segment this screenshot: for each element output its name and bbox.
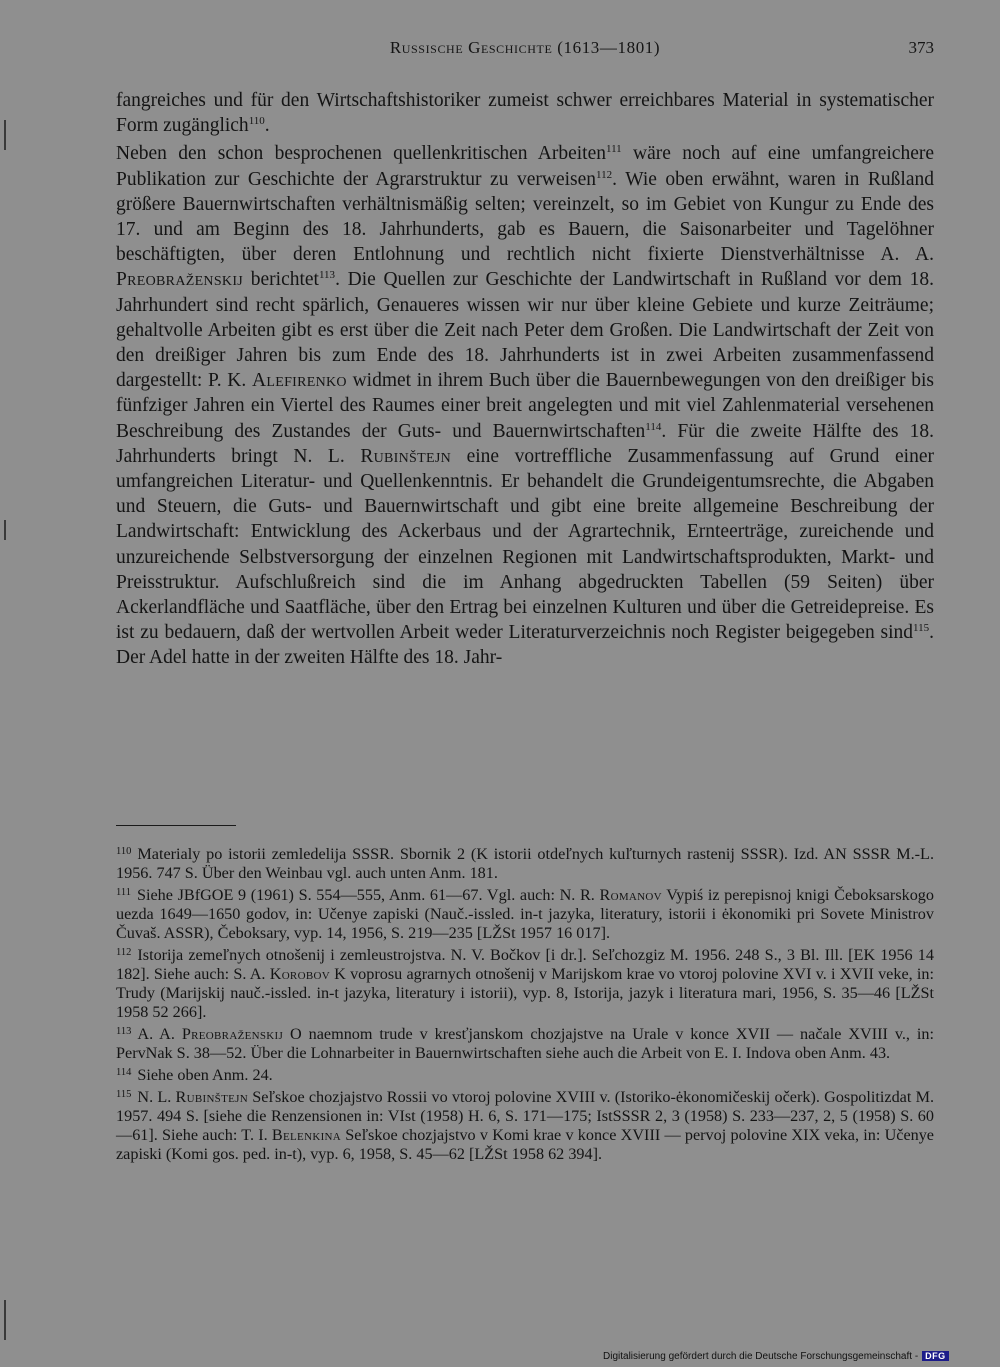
text-run: . Wie oben erwähnt, waren in Rußland größere Bauernwirtschaften verhältnismäßig selten; vereinzelt, so im Gebiet von Kungur zu Ende des 17. und am Beginn des 18. Jahrhunderts, gab es Bauern, die Saisonarbeiter und Tagelöhner beschäftigten, über deren Entlohnung und rechtlich nicht fixierte Dienstverhältnisse A. A. xyxy=(116,168,935,266)
page-header xyxy=(116,38,934,64)
author-name: Rubinštejn xyxy=(175,1088,248,1106)
digitization-note: Digitalisierung gefördert durch die Deutsche Forschungsgemeinschaft - xyxy=(603,1351,919,1362)
footnote-112 xyxy=(116,946,934,1022)
text-run: eine vortreffliche Zusammenfassung auf Grund einer umfangreichen Literatur- und Quellenkenntnis. Er behandelt die Grundeigentumsrechte, die Abgaben und Steuern, die Guts- und Bauernwirtschaft und gibt eine breite allgemeine Beschreibung der Landwirtschaft: Entwicklung des Ackerbaus und der Agrartechnik, Ernteerträge, zureichende und unzureichende Selbstversorgung der einzelnen Regionen mit Landwirtschaftsprodukten, Markt- und Preisstruktur. Aufschlußreich sind die im Anhang abgedruckten Tabellen (59 Seiten) über Ackerlandfläche und Saatfläche, über den Ertrag bei einzelnen Kulturen und über die Getreidepreise. Es ist zu bedauern, daß der wertvollen Arbeit weder Literaturverzeichnis noch Register beigegeben sind xyxy=(116,445,934,644)
footnote-text: Siehe JBfGOE 9 (1961) S. 554—555, Anm. 61—67. Vgl. auch: N. R. xyxy=(136,886,600,904)
footnote-text: O naemnom trude v kresťjanskom chozjajstve na Urale v konce XVII — načale XVIII v., in: PervNak S. 38—52. Über die Lohnarbeiter in Bauernwirtschaften siehe auch die Arbeit von E. I. Indova oben Anm. 43. xyxy=(116,1025,934,1062)
body-text xyxy=(116,88,934,671)
footnote-ref[interactable]: 114 xyxy=(645,420,662,433)
footnote-text: K voprosu agrarnych otnošenij v Marijskom krae vo vtoroj polovine XVI v. i XVII veke, in: Trudy (Marijskij nauč.-issled. in-t jazyka, literatury i istorii), vyp. 8, Istorija, jazyk i literatura mari, 1956, S. 35—46 [LŽSt 1958 52 266]. xyxy=(116,965,934,1021)
author-name: Preobraženskij xyxy=(116,269,244,291)
text-run: . Für die zweite Hälfte des 18. Jahrhunderts bringt N. L. xyxy=(116,420,934,467)
footnote-number: 111 xyxy=(116,887,131,898)
digitization-footer xyxy=(603,1351,949,1362)
footnote-111 xyxy=(116,886,934,943)
text-run: berichtet xyxy=(243,269,319,291)
footnote-number: 113 xyxy=(116,1026,132,1037)
author-name: Belenkina xyxy=(271,1126,342,1144)
footnote-114 xyxy=(116,1066,934,1085)
text-run: . Die Quellen zur Geschichte der Landwirtschaft in Rußland vor dem 18. Jahrhundert sind recht spärlich, Genaueres wissen wir nur über kleine Gebiete und kurze Zeiträume; gehaltvolle Arbeiten gibt es erst über die Zeit nach Peter dem Großen. Die Landwirtschaft der Zeit von den dreißiger Jahren bis zum Ende des 18. Jahrhunderts ist in zwei Arbeiten zusammenfassend dargestellt: P. K. xyxy=(116,269,934,392)
footnote-ref[interactable]: 112 xyxy=(596,168,613,181)
footnote-ref[interactable]: 110 xyxy=(248,115,265,128)
author-name: Preobraženskij xyxy=(181,1025,284,1043)
text-run: widmet in ihrem Buch über die Bauernbewegungen von den dreißiger bis fünfziger Jahren ein Viertel des Raumes einer breit angelegten und mit viel Zahlenmaterial versehenen Beschreibung des Zustandes der Guts- und Bauernwirtschaften xyxy=(116,370,934,442)
page-number: 373 xyxy=(908,38,934,57)
footnote-number: 110 xyxy=(116,846,132,857)
scan-margin-mark xyxy=(4,1300,6,1340)
footnote-115 xyxy=(116,1088,934,1164)
footnote-text: Seľskoe chozjajstvo v Komi krae v konce XVIII — pervoj polovine XIX veka, in: Učenye zapiski (Komi gos. ped. in-t), vyp. 6, 1958, S. 45—62 [LŽSt 1958 62 394]. xyxy=(116,1126,934,1163)
footnote-number: 112 xyxy=(116,947,132,958)
footnote-number: 115 xyxy=(116,1089,132,1100)
text-run: fangreiches und für den Wirtschaftshistoriker zumeist schwer erreichbares Material in systematischer Form zugänglich xyxy=(116,90,934,137)
author-name: Korobov xyxy=(269,965,330,983)
paragraph-2 xyxy=(116,141,934,670)
footnote-ref[interactable]: 111 xyxy=(606,143,622,156)
text-run: Neben den schon besprochenen quellenkritischen Arbeiten xyxy=(116,143,606,165)
text-run: wäre noch auf eine umfangreichere Publikation zur Geschichte der Agrarstruktur zu verweisen xyxy=(116,143,935,190)
footnote-text: Siehe oben Anm. 24. xyxy=(137,1066,273,1084)
footnote-text: Vypiś iz perepisnoj knigi Čeboksarskogo uezda 1649—1650 godov, in: Učenye zapiski (Nauč.-issled. in-t jazyka, literatury, istorii i ėkonomiki pri Sovete Ministrov Čuvaš. ASSR), Čeboksary, vyp. 14, 1956, S. 219—235 [LŽSt 1957 16 017]. xyxy=(116,886,934,942)
footnote-text: Istorija zemeľnych otnošenij i zemleustrojstva. N. V. Bočkov [i dr.]. Seľchozgiz M. 1956. 248 S., 3 Bl. Ill. [EK 1956 14 182]. Siehe auch: S. A. xyxy=(116,946,934,983)
scan-margin-mark xyxy=(4,120,6,150)
footnote-text: N. L. xyxy=(137,1088,176,1106)
author-name: Alefirenko xyxy=(251,370,347,392)
footnote-separator xyxy=(116,825,236,826)
footnote-text: A. A. xyxy=(137,1025,182,1043)
text-run: . xyxy=(264,115,270,137)
footnote-ref[interactable]: 115 xyxy=(913,622,930,635)
footnote-113 xyxy=(116,1025,934,1063)
running-title: Russische Geschichte (1613—1801) xyxy=(389,38,661,57)
author-name: Romanov xyxy=(599,886,662,904)
scan-margin-mark xyxy=(4,520,6,540)
footnotes xyxy=(116,845,934,1167)
text-run: . Der Adel hatte in der zweiten Hälfte des 18. Jahr- xyxy=(116,622,934,669)
footnote-number: 114 xyxy=(116,1067,132,1078)
paragraph-1 xyxy=(116,88,934,138)
dfg-logo[interactable]: DFG xyxy=(922,1351,949,1361)
author-name: Rubinštejn xyxy=(360,445,451,467)
footnote-text: Seľskoe chozjajstvo Rossii vo vtoroj polovine XVIII v. (Istoriko-ėkonomičeskij očerk). Gospolitizdat M. 1957. 494 S. [siehe die Renzensionen in: VIst (1958) H. 6, S. 171—175; IstSSSR 2, 3 (1958) S. 233—237, 2, 5 (1958) S. 60—61]. Siehe auch: T. I. xyxy=(116,1088,935,1144)
footnote-ref[interactable]: 113 xyxy=(318,269,336,282)
footnote-110 xyxy=(116,845,934,883)
footnote-text: Materialy po istorii zemledelija SSSR. Sbornik 2 (K istorii otdeľnych kuľturnych rastenij SSSR). Izd. AN SSSR M.-L. 1956. 747 S. Über den Weinbau vgl. auch unten Anm. 181. xyxy=(116,845,934,882)
